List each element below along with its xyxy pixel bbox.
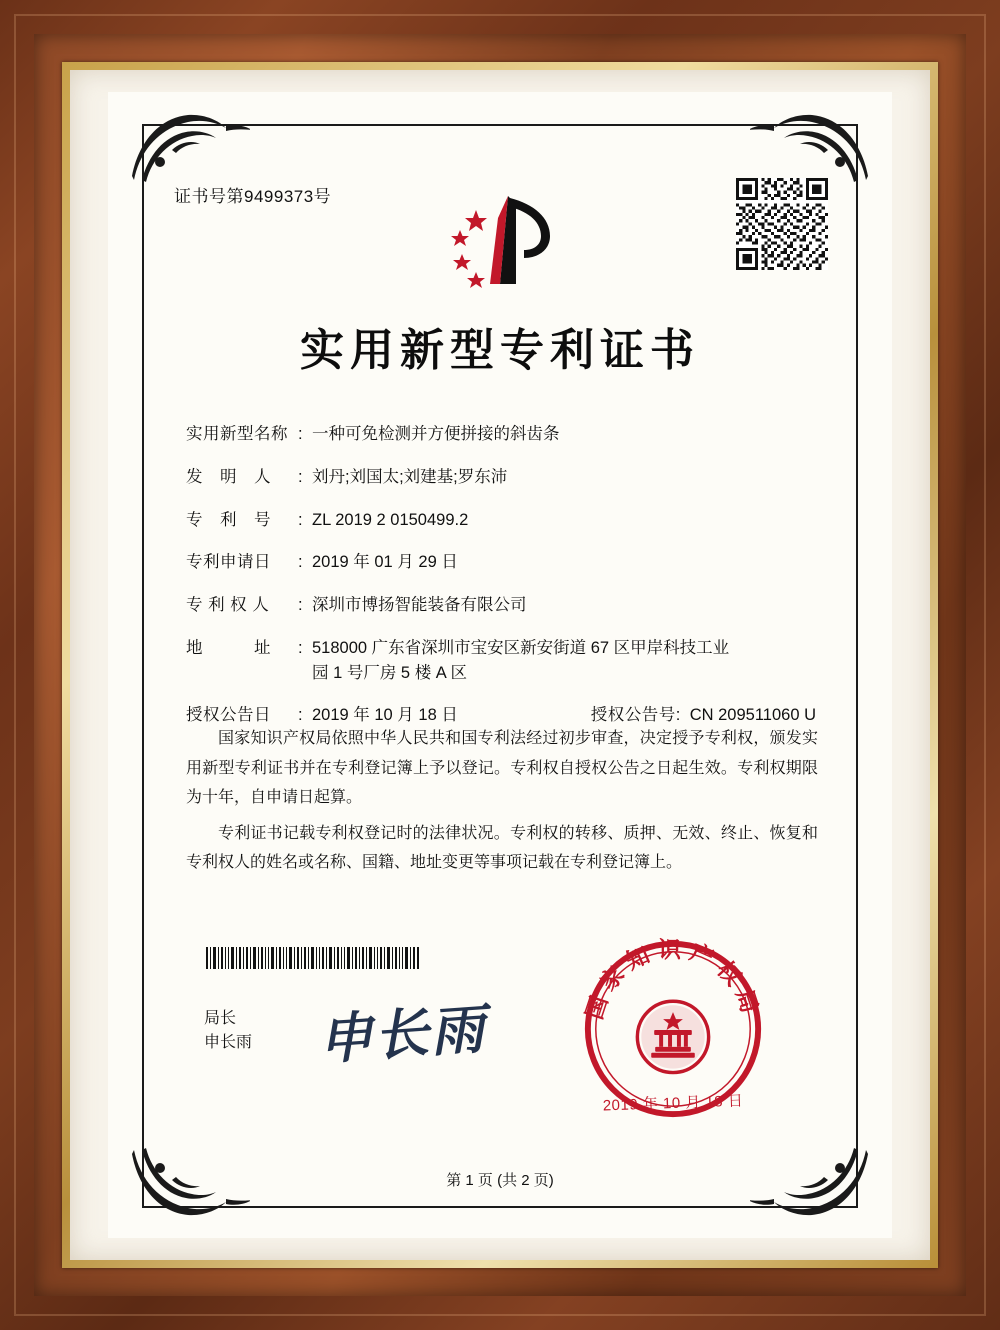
qr-code	[736, 178, 828, 270]
svg-text:国家知识产权局: 国家知识产权局	[581, 937, 765, 1023]
patent-office-logo-icon	[438, 188, 578, 298]
field-row-inventors	[186, 465, 816, 490]
field-colon: :	[675, 706, 681, 725]
legal-paragraph-1: 国家知识产权局依照中华人民共和国专利法经过初步审查，决定授予专利权，颁发实用新型专利证书并在专利登记簿上予以登记。专利权自授权公告之日起生效。专利权期限为十年，自申请日起算。	[186, 730, 818, 807]
field-value-wrapper	[312, 636, 816, 686]
certificate-number: 证书号第9499373号	[174, 187, 332, 206]
field-label: 专 利 号	[186, 510, 271, 529]
field-row-application-date	[186, 550, 816, 575]
legal-text-block	[186, 724, 818, 884]
field-row-address	[186, 636, 816, 686]
field-value: 2019 年 01 月 29 日	[312, 553, 458, 572]
field-value: 刘丹;刘国太;刘建基;罗东沛	[312, 467, 508, 486]
field-label: 专利申请日	[186, 553, 271, 572]
field-value-line1: 518000 广东省深圳市宝安区新安街道 67 区甲岸科技工业	[312, 638, 730, 657]
field-colon: :	[298, 510, 303, 529]
seal-date: 2019 年 10 月 18 日	[602, 1092, 744, 1115]
field-colon: :	[298, 638, 303, 657]
field-list	[186, 422, 816, 746]
field-value: 一种可免检测并方便拼接的斜齿条	[312, 425, 560, 443]
field-colon: :	[298, 553, 303, 572]
legal-paragraph-2: 专利证书记载专利权登记时的法律状况。专利权的转移、质押、无效、终止、恢复和专利权人的姓名或名称、国籍、地址变更等事项记载在专利登记簿上。	[186, 824, 818, 872]
field-value-grant-date: 2019 年 10 月 18 日	[312, 706, 458, 725]
signature-block	[204, 1007, 252, 1055]
certificate-document	[108, 92, 892, 1238]
director-name-label: 申长雨	[204, 1034, 253, 1051]
page-number-footer: 第 1 页 (共 2 页)	[446, 1172, 554, 1189]
page-title: 实用新型专利证书	[300, 325, 700, 376]
field-label: 地 址	[186, 638, 271, 657]
field-label-grant-date: 授权公告日	[186, 706, 271, 725]
field-label: 实用新型名称	[186, 425, 288, 443]
field-value: ZL 2019 2 0150499.2	[312, 510, 469, 529]
field-row-patent-number	[186, 508, 816, 533]
director-title-label: 局长	[204, 1010, 237, 1027]
field-colon: :	[298, 467, 303, 486]
field-label: 发 明 人	[186, 467, 271, 486]
field-colon: :	[298, 596, 303, 614]
barcode	[204, 947, 422, 969]
field-row-patentee	[186, 593, 816, 618]
field-row-utility-model-name	[186, 422, 816, 447]
director-handwritten-signature: 申长雨	[316, 996, 489, 1072]
field-label-grant-number: 授权公告号	[590, 706, 676, 725]
field-colon: :	[298, 425, 303, 443]
field-value-line2: 园 1 号厂房 5 楼 A 区	[312, 663, 467, 682]
field-value: 深圳市博扬智能装备有限公司	[312, 596, 527, 614]
field-colon: :	[298, 706, 303, 725]
field-label: 专 利 权 人	[186, 596, 270, 614]
field-value-grant-number: CN 209511060 U	[689, 706, 816, 725]
